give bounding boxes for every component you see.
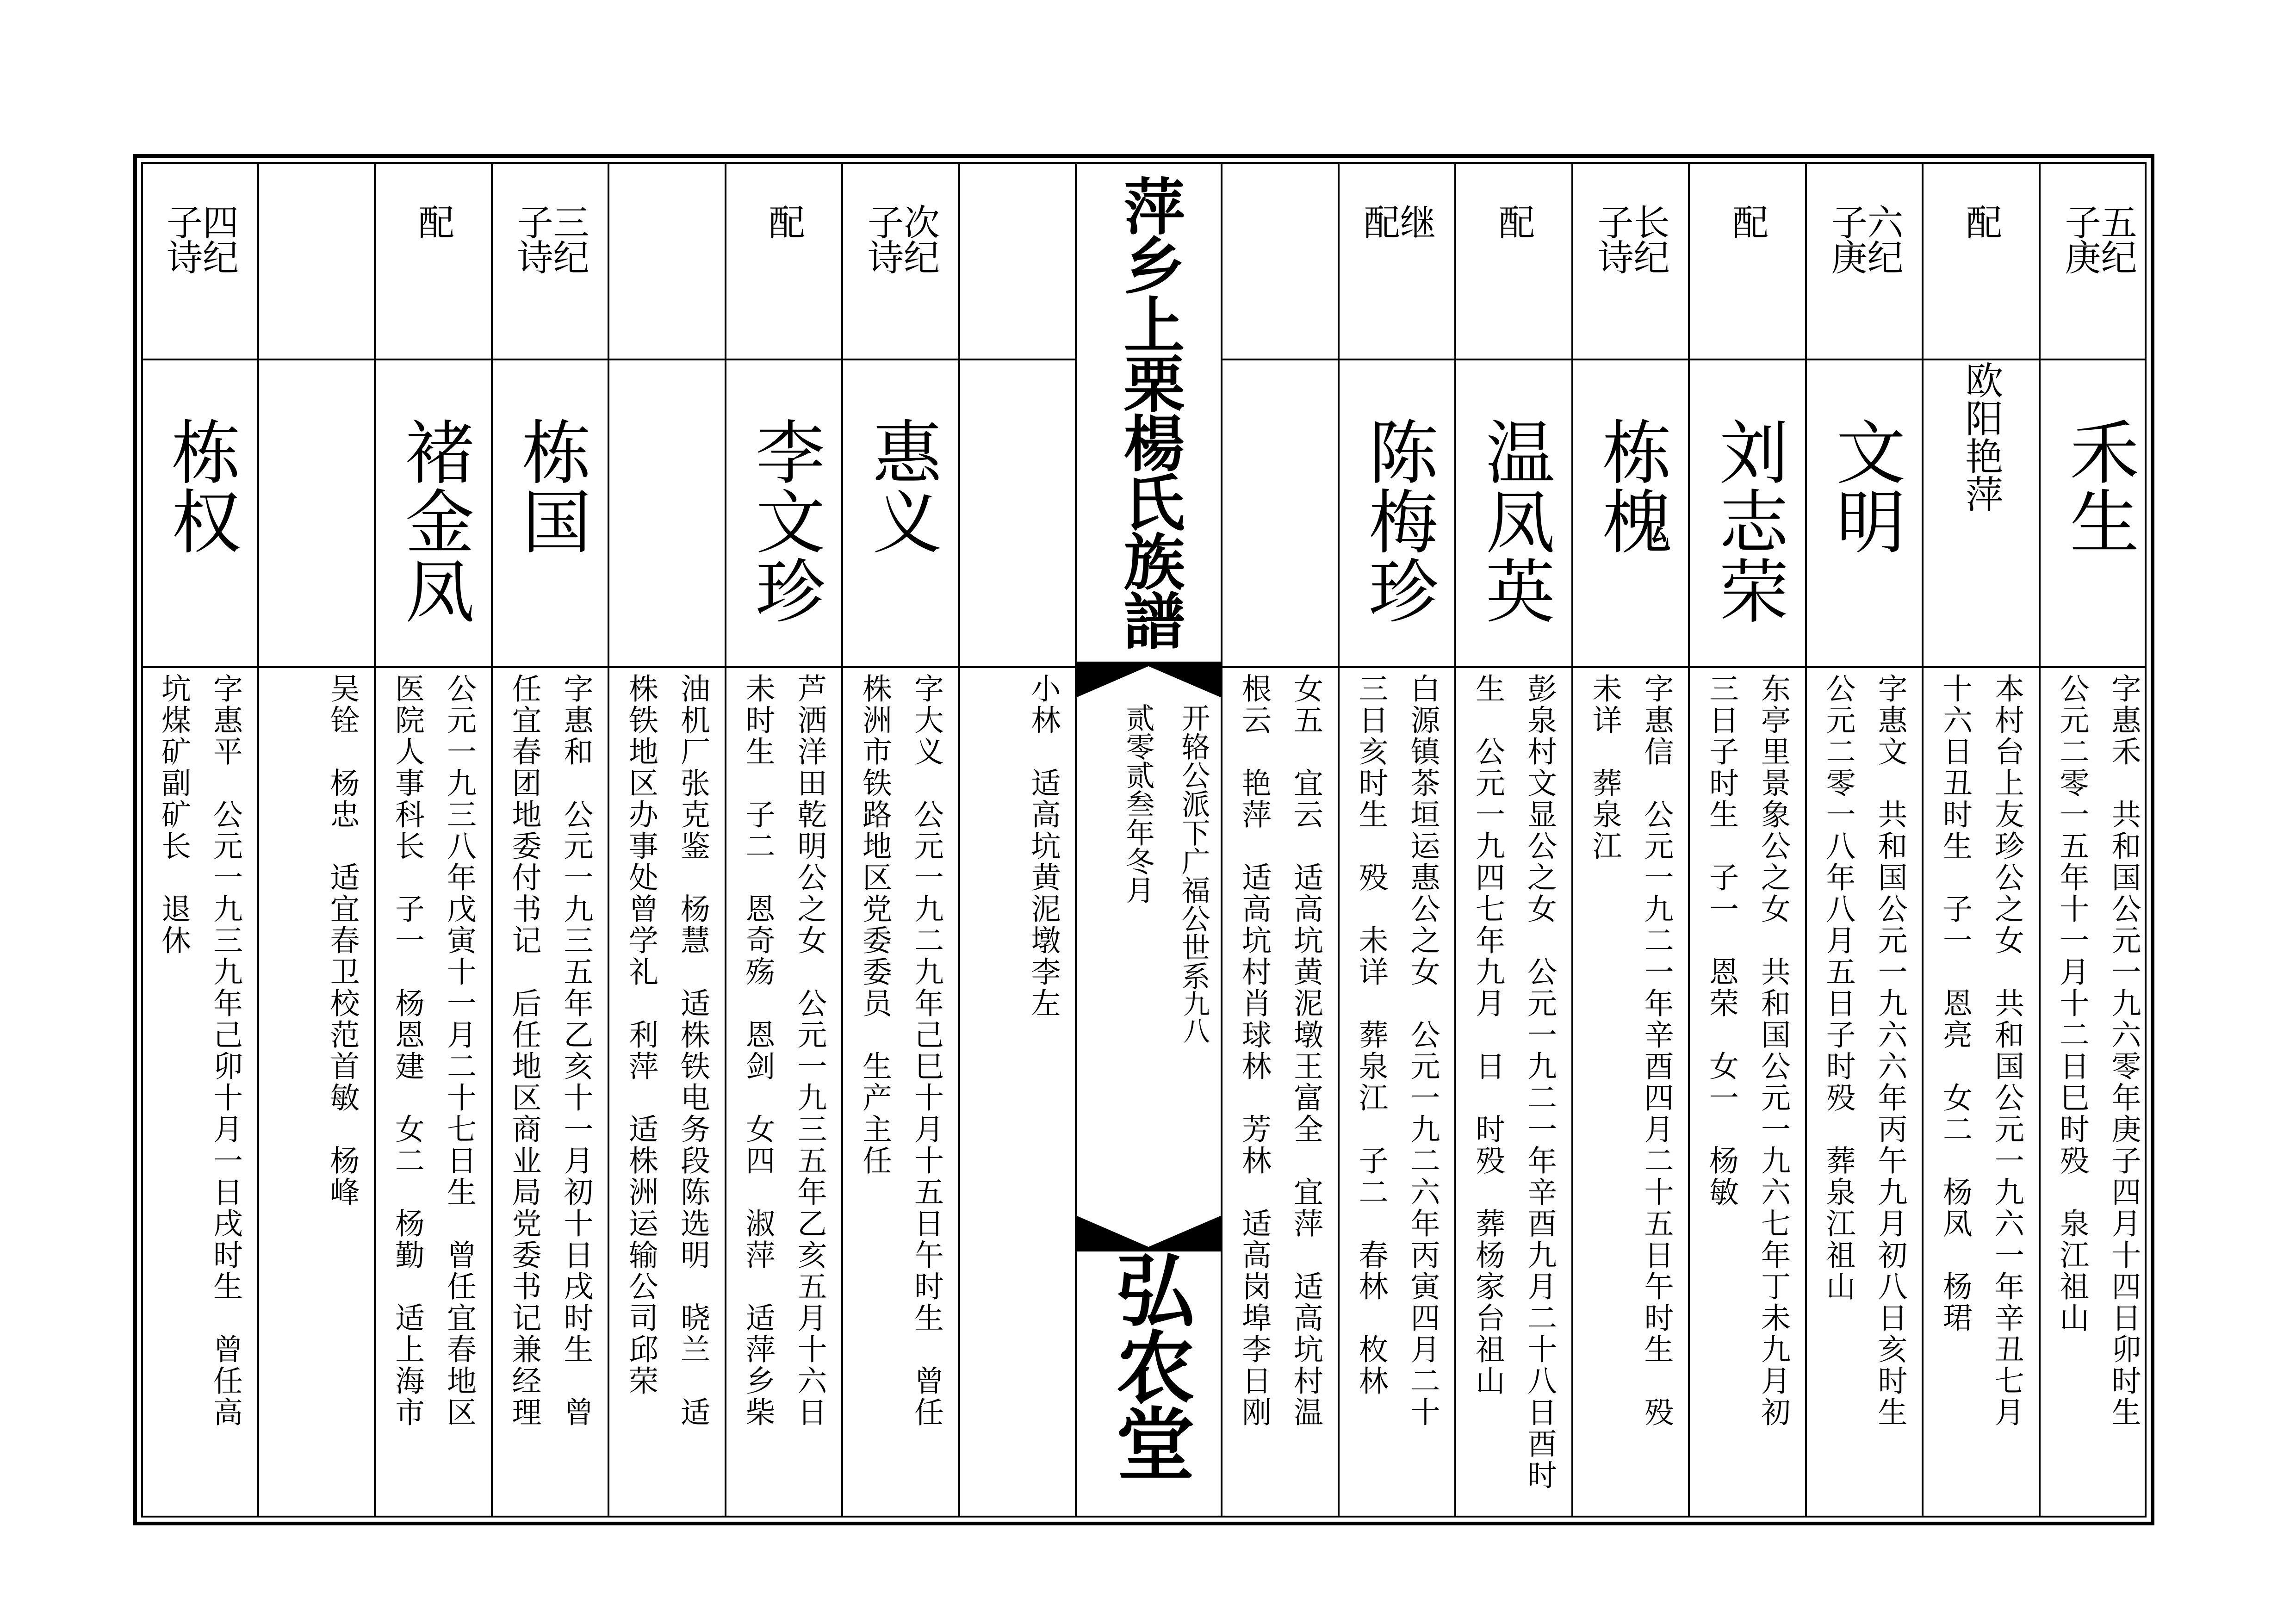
name-divider-right <box>1222 666 2147 668</box>
biography <box>1806 673 1923 1513</box>
relation-label <box>492 204 608 347</box>
relation-label <box>1572 204 1689 347</box>
biography-line: 生 公元一九四七年九月 日 时殁 葬杨家台祖山 <box>1471 673 1505 1397</box>
person-name <box>1455 361 1572 662</box>
relation-label <box>1455 204 1572 347</box>
biography-line: 小林 适高坑黄泥墩李左 <box>1026 673 1061 1019</box>
biography-line: 未详 葬泉江 <box>1587 673 1622 862</box>
relation-label <box>608 204 725 347</box>
relation-label <box>1923 204 2039 347</box>
person-name-text: 刘志荣 <box>1707 416 1788 625</box>
person-name <box>842 361 959 662</box>
relation-label <box>258 204 375 347</box>
relation-label <box>726 204 842 347</box>
book-title: 萍乡上栗楊氏族譜 <box>1113 175 1185 649</box>
person-name-text: 栋槐 <box>1590 416 1671 555</box>
relation-text: 长纪 子诗 <box>1591 204 1669 274</box>
biography <box>1572 673 1689 1513</box>
relation-text: 四纪 子诗 <box>161 204 238 274</box>
person-name-text: 栋权 <box>159 416 240 555</box>
relation-text: 配 <box>763 204 805 239</box>
relation-text: 六纪 子庚 <box>1825 204 1903 274</box>
relation-label <box>2040 204 2156 347</box>
biography-line: 公元二零一八年八月五日子时殁 葬泉江祖山 <box>1821 673 1855 1302</box>
relation-label <box>375 204 491 347</box>
biography-line: 任宜春团地委付书记 后任地区商业局党委书记兼经理 <box>507 673 541 1428</box>
person-name-text: 温凤英 <box>1473 416 1554 625</box>
biography-line: 东亭里景象公之女 共和国公元一九六七年丁未九月初 <box>1756 673 1790 1428</box>
person-name <box>492 361 608 662</box>
person-name <box>2040 361 2156 662</box>
biography-line: 字大义 公元一九二九年己巳十月十五日午时生 曾任 <box>909 673 943 1428</box>
header-divider-right <box>1222 359 2147 360</box>
biography <box>842 673 959 1513</box>
hall-name: 弘农堂 <box>1102 1250 1195 1480</box>
biography-line: 字惠和 公元一九三五年乙亥十一月初十日戌时生 曾 <box>558 673 593 1428</box>
biography-line: 字惠信 公元一九二一年辛酉四月二十五日午时生 殁 <box>1639 673 1674 1428</box>
relation-text: 继 配 <box>1358 204 1436 239</box>
relation-label <box>1806 204 1923 347</box>
biography <box>608 673 725 1513</box>
person-name <box>141 361 258 662</box>
biography <box>375 673 491 1513</box>
relation-label <box>1339 204 1455 347</box>
relation-text: 次纪 子诗 <box>862 204 939 274</box>
person-name <box>726 361 842 662</box>
biography <box>2040 673 2156 1513</box>
biography-line: 公元二零一五年十一月十二日巳时殁 泉江祖山 <box>2054 673 2089 1334</box>
branch-lineage: 开辂公派下广福公世系 <box>1177 703 1210 990</box>
relation-text: 五纪 子庚 <box>2059 204 2137 274</box>
biography-line: 油机厂张克鉴 杨慧 适株铁电务段陈选明 晓兰 适 <box>676 673 710 1428</box>
biography-line: 字惠禾 共和国公元一九六零年庚子四月十四日卯时生 <box>2106 673 2141 1428</box>
biography-line: 字惠平 公元一九三九年己卯十月一日戌时生 曾任高 <box>208 673 242 1428</box>
person-name-text: 陈梅珍 <box>1357 416 1438 625</box>
person-name-text: 褚金凤 <box>393 416 474 625</box>
biography-line: 白源镇茶垣运惠公之女 公元一九二六年丙寅四月二十 <box>1405 673 1440 1428</box>
biography-line: 本村台上友珍公之女 共和国公元一九六一年辛丑七月 <box>1990 673 2024 1428</box>
biography-line: 吴铨 杨忠 适宜春卫校范首敏 杨峰 <box>325 673 360 1208</box>
biography-line: 字惠文 共和国公元一九六六年丙午九月初八日亥时生 <box>1873 673 1907 1428</box>
person-name <box>258 361 375 662</box>
biography-line: 医院人事科长 子一 杨恩建 女二 杨勤 适上海市 <box>390 673 424 1428</box>
biography <box>959 673 1076 1513</box>
biography-line: 三日子时生 子一 恩荣 女一 杨敏 <box>1704 673 1738 1208</box>
person-name <box>1572 361 1689 662</box>
biography <box>141 673 258 1513</box>
person-name-text: 惠义 <box>860 416 941 555</box>
biography-line: 芦洒洋田乾明公之女 公元一九三五年乙亥五月十六日 <box>792 673 827 1428</box>
biography <box>258 673 375 1513</box>
biography-line: 株铁地区办事处曾学礼 利萍 适株洲运输公司邱荣 <box>624 673 658 1397</box>
person-name <box>1923 361 2039 662</box>
center-panel <box>1076 162 1222 1518</box>
person-name <box>375 361 491 662</box>
biography <box>1923 673 2039 1513</box>
compile-date: 贰零贰叁年冬月 <box>1121 703 1155 904</box>
biography <box>1222 673 1338 1513</box>
biography-line: 根云 艳萍 适高坑村肖球林 芳林 适高岗埠李日刚 <box>1237 673 1271 1428</box>
person-name-text: 禾生 <box>2058 416 2139 555</box>
biography-line: 女五 宜云 适高坑黄泥墩王富全 宜萍 适高坑村温 <box>1289 673 1323 1428</box>
relation-label <box>1689 204 1806 347</box>
relation-label <box>141 204 258 347</box>
biography-line: 彭泉村文显公之女 公元一九二一年辛酉九月二十八日酉时 <box>1522 673 1557 1491</box>
relation-text: 配 <box>1493 204 1534 239</box>
person-name-text: 欧阳艳萍 <box>1959 361 2004 513</box>
person-name <box>1806 361 1923 662</box>
person-name-text: 栋国 <box>510 416 591 555</box>
person-name <box>1222 361 1338 662</box>
fish-tail-top <box>1076 662 1222 699</box>
biography-line: 坑煤矿副矿长 退休 <box>156 673 191 956</box>
relation-text: 配 <box>412 204 454 239</box>
biography-line: 公元一九三八年戊寅十一月二十七日生 曾任宜春地区 <box>442 673 476 1428</box>
person-name <box>608 361 725 662</box>
biography-line: 十六日丑时生 子一 恩亮 女二 杨凤 杨珺 <box>1938 673 1972 1334</box>
biography-line: 株洲市铁路地区党委委员 生产主任 <box>857 673 892 1177</box>
person-name <box>1339 361 1455 662</box>
biography <box>1339 673 1455 1513</box>
relation-label <box>1222 204 1338 347</box>
biography-line: 未时生 子二 恩奇殇 恩剑 女四 淑萍 适萍乡柴 <box>740 673 775 1428</box>
biography <box>492 673 608 1513</box>
relation-text: 三纪 子诗 <box>511 204 589 274</box>
biography-line: 三日亥时生 殁 未详 葬泉江 子二 春林 枚林 <box>1353 673 1388 1397</box>
person-name <box>1689 361 1806 662</box>
relation-label <box>959 204 1076 347</box>
relation-text: 配 <box>1726 204 1768 239</box>
person-name-text: 文明 <box>1824 416 1905 555</box>
biography <box>1455 673 1572 1513</box>
person-name-text: 李文珍 <box>744 416 825 625</box>
page-number: 九八 <box>1179 990 1210 1044</box>
biography <box>726 673 842 1513</box>
person-name <box>959 361 1076 662</box>
biography <box>1689 673 1806 1513</box>
relation-text: 配 <box>1960 204 2002 239</box>
relation-label <box>842 204 959 347</box>
